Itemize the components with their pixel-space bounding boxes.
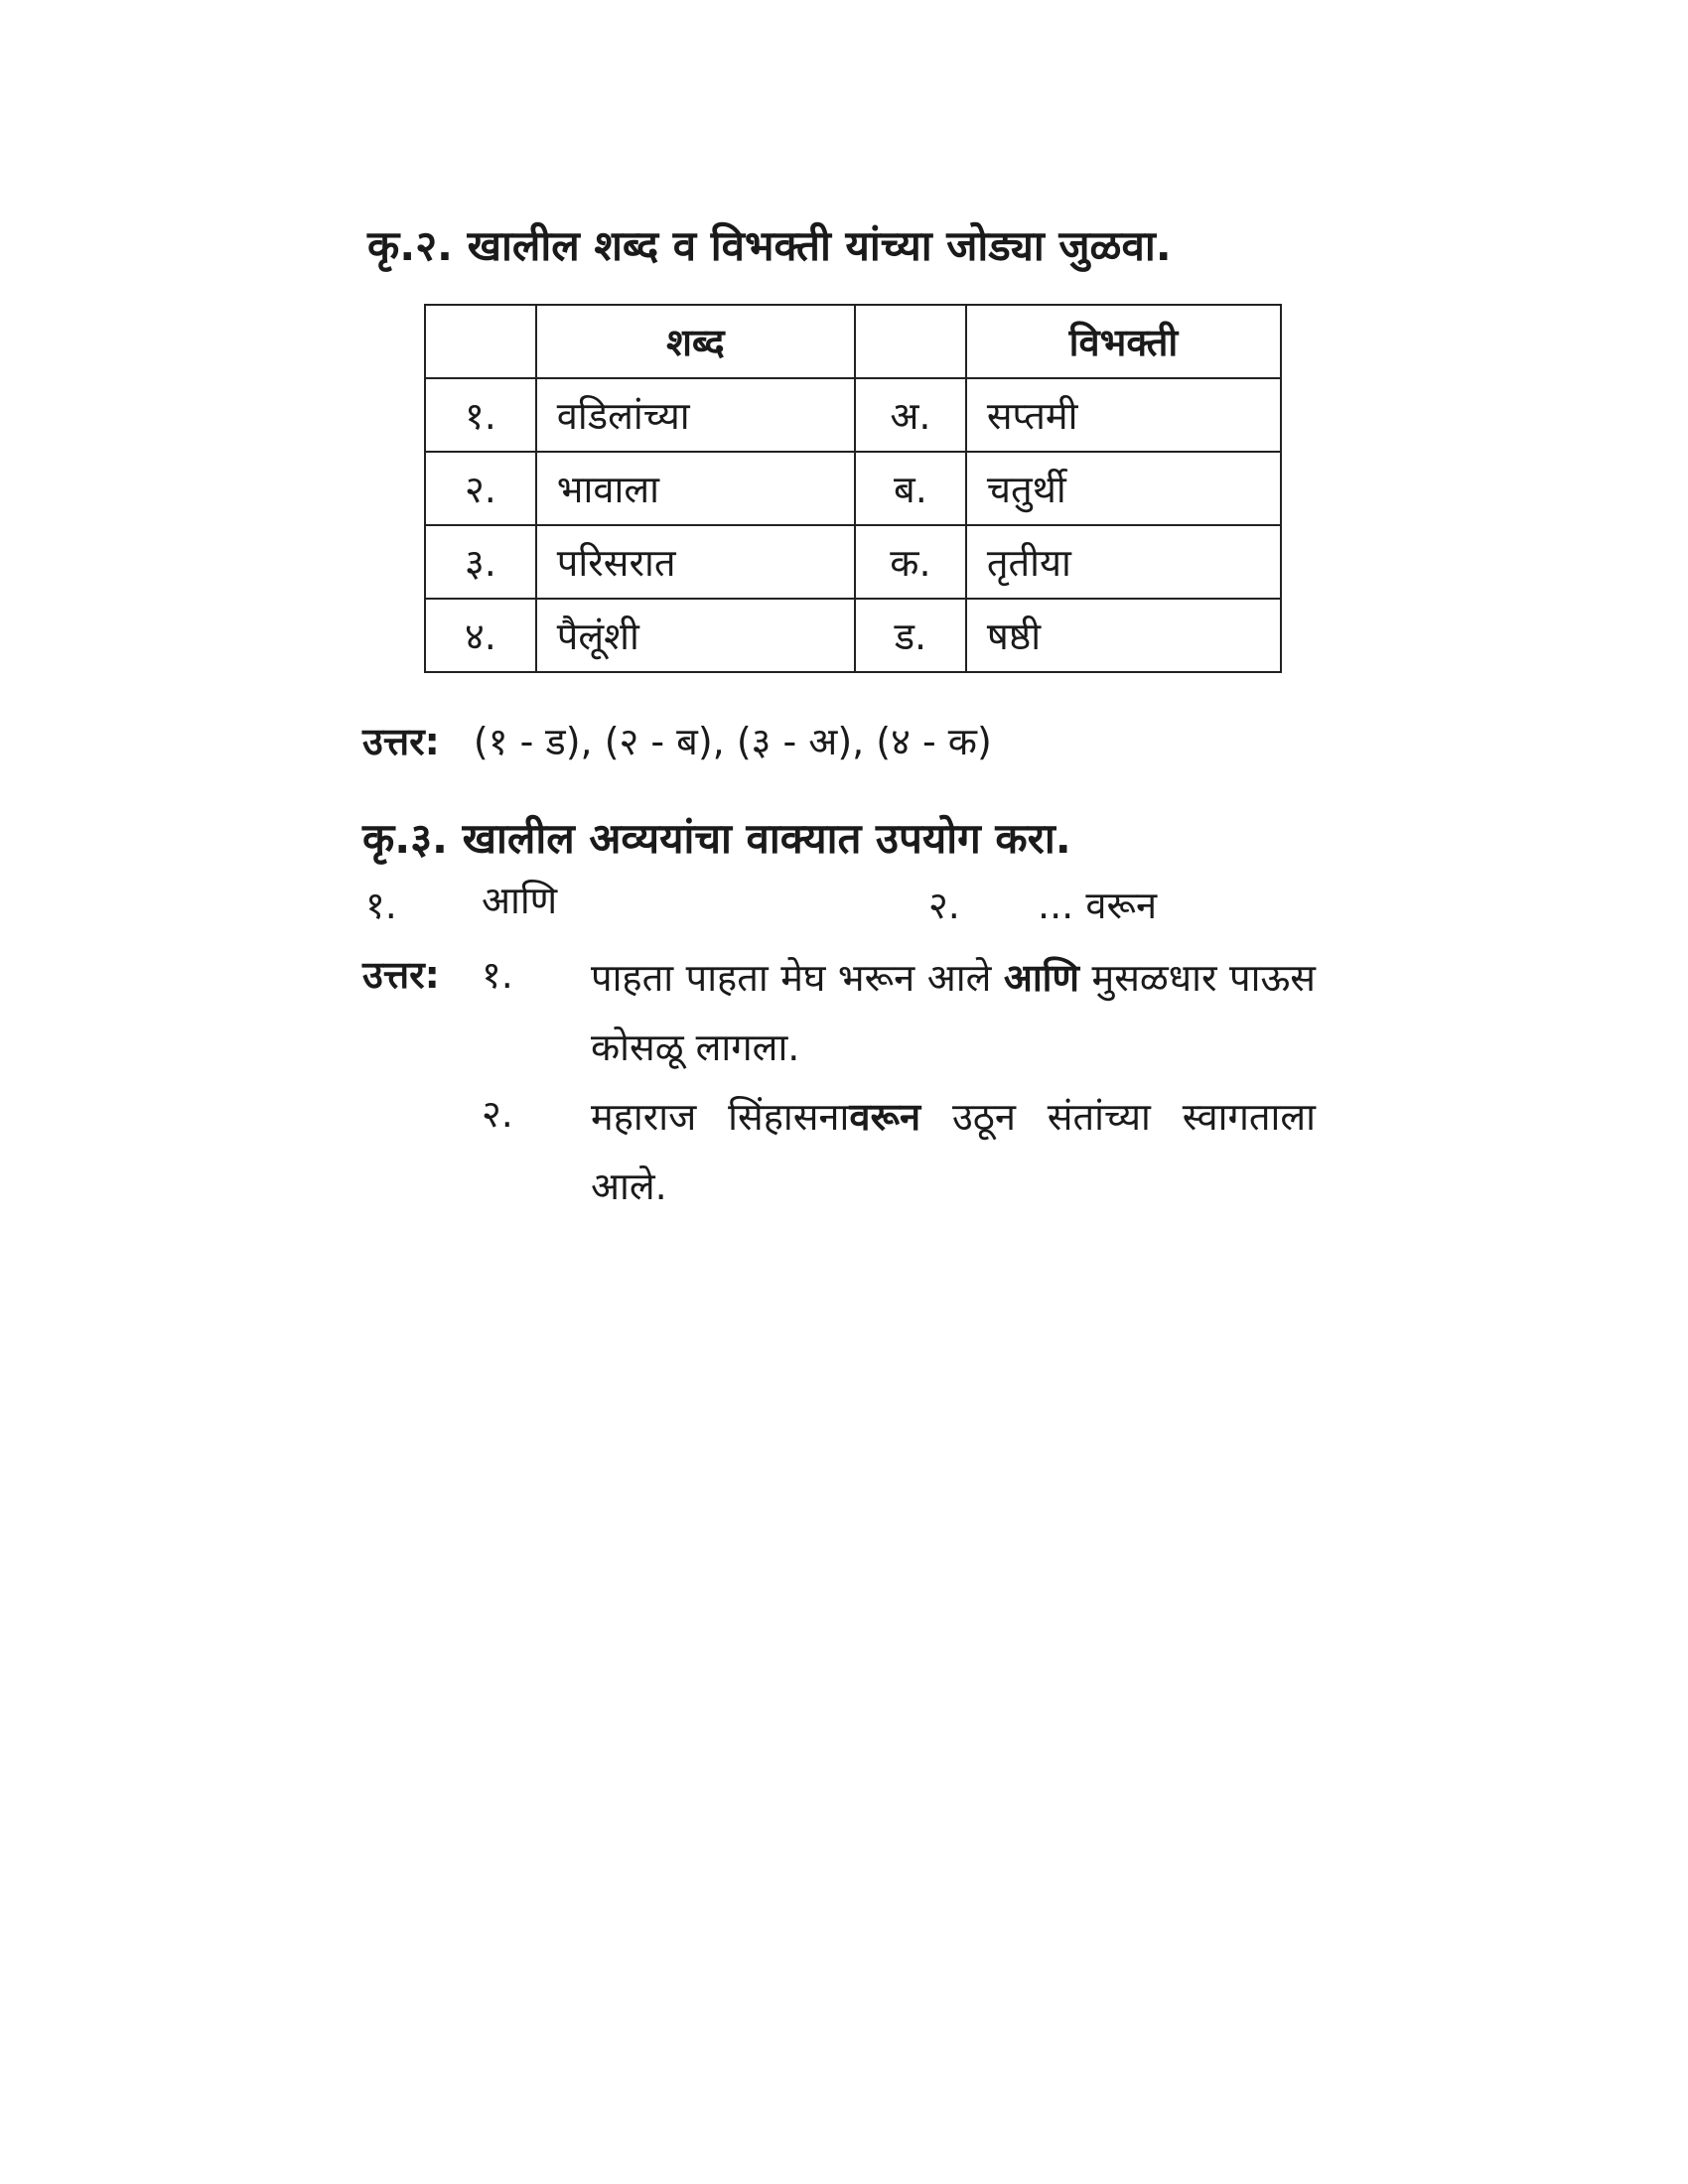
- table-header-row: [425, 305, 1281, 378]
- sentence-keyword: आणि: [1003, 956, 1079, 1000]
- row-word: पैलूंशी: [536, 599, 855, 672]
- header-case: विभक्ती: [966, 305, 1281, 378]
- row-letter: अ.: [855, 378, 966, 452]
- row-letter: ड.: [855, 599, 966, 672]
- sentence-keyword: वरून: [849, 1095, 921, 1139]
- question-2-heading: कृ.२. खालील शब्द व विभक्ती यांच्या जोड्या जुळवा.: [367, 221, 1172, 270]
- row-number: २.: [425, 452, 536, 525]
- row-word: वडिलांच्या: [536, 378, 855, 452]
- question-3-heading: कृ.३. खालील अव्ययांचा वाक्यात उपयोग करा.: [362, 814, 1071, 863]
- row-letter: क.: [855, 525, 966, 599]
- row-case: सप्तमी: [966, 378, 1281, 452]
- option-1-number: १.: [365, 884, 397, 927]
- answer-label: उत्तर:: [362, 953, 440, 997]
- sentence-part: महाराज सिंहासना: [591, 1095, 850, 1139]
- row-case: षष्ठी: [966, 599, 1281, 672]
- table-row: [425, 378, 1281, 452]
- row-number: ४.: [425, 599, 536, 672]
- header-blank-1: [425, 305, 536, 378]
- row-word: भावाला: [536, 452, 855, 525]
- table-row: [425, 525, 1281, 599]
- row-number: १.: [425, 378, 536, 452]
- answer-2-number: २.: [482, 1092, 513, 1136]
- table-row: [425, 599, 1281, 672]
- header-blank-2: [855, 305, 966, 378]
- row-letter: ब.: [855, 452, 966, 525]
- question-2-answer: [362, 715, 992, 766]
- row-case: तृतीया: [966, 525, 1281, 599]
- answer-1-number: १.: [482, 953, 513, 997]
- matching-table: [424, 304, 1282, 673]
- row-case: चतुर्थी: [966, 452, 1281, 525]
- sentence-part: पाहता पाहता मेघ भरून आले: [591, 956, 1004, 1000]
- table-row: [425, 452, 1281, 525]
- answer-text: (१ - ड), (२ - ब), (३ - अ), (४ - क): [473, 720, 992, 763]
- sentence-part: मुसळधार पाऊस कोसळू लागला.: [591, 956, 1316, 1069]
- answer-label: उत्तर:: [362, 720, 440, 763]
- row-word: परिसरात: [536, 525, 855, 599]
- answer-1-sentence: [591, 943, 1316, 1082]
- option-2-word: ... वरून: [1038, 884, 1158, 927]
- option-1-word: आणि: [482, 879, 558, 922]
- answer-2-sentence: [591, 1082, 1316, 1221]
- sentence-part: उठून संतांच्या स्वागताला आले.: [591, 1095, 1316, 1208]
- option-2-number: २.: [928, 884, 960, 927]
- row-number: ३.: [425, 525, 536, 599]
- header-word: शब्द: [536, 305, 855, 378]
